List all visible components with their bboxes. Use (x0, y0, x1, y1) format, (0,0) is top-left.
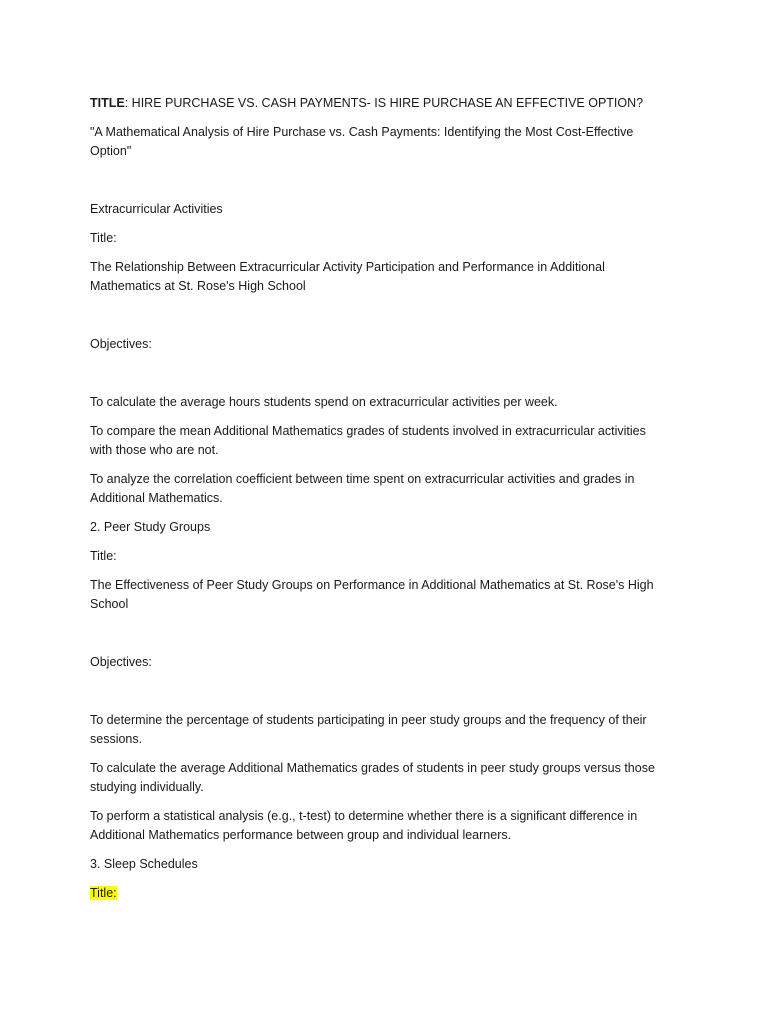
section-heading: 2. Peer Study Groups (90, 520, 211, 534)
objective-item: To perform a statistical analysis (e.g., t-test) to determine whether there is a significant difference in Additional Mathematics performance between group and individual learners. (90, 809, 638, 842)
title-text: : HIRE PURCHASE VS. CASH PAYMENTS- IS HIRE PURCHASE AN EFFECTIVE OPTION? (124, 96, 644, 110)
objective-item: To compare the mean Additional Mathematics grades of students involved in extracurricular activities with those who are not. (90, 424, 646, 457)
highlighted-title-label: Title: (90, 886, 117, 900)
objective-item: To calculate the average hours students spend on extracurricular activities per week. (90, 395, 558, 409)
section-title-label: Title: (90, 231, 117, 245)
section-title-label: Title: (90, 549, 117, 563)
objective-item: To analyze the correlation coefficient between time spent on extracurricular activities and grades in Additional Mathematics. (90, 472, 635, 505)
document-title (90, 94, 670, 113)
objectives-label: Objectives: (90, 655, 152, 669)
document-subtitle: "A Mathematical Analysis of Hire Purchase vs. Cash Payments: Identifying the Most Cost-Effective Option" (90, 125, 634, 158)
section-title-label-highlighted (90, 884, 670, 903)
document-page (90, 94, 670, 913)
title-label: TITLE (90, 96, 125, 110)
section-title-text: The Relationship Between Extracurricular Activity Participation and Performance in Additional Mathematics at St. Rose's High School (90, 260, 605, 293)
section-title-text: The Effectiveness of Peer Study Groups on Performance in Additional Mathematics at St. Rose's High School (90, 578, 654, 611)
section-heading: Extracurricular Activities (90, 202, 223, 216)
objectives-label: Objectives: (90, 337, 152, 351)
section-heading: 3. Sleep Schedules (90, 857, 198, 871)
objective-item: To calculate the average Additional Mathematics grades of students in peer study groups versus those studying individually. (90, 761, 655, 794)
objective-item: To determine the percentage of students participating in peer study groups and the frequency of their sessions. (90, 713, 647, 746)
